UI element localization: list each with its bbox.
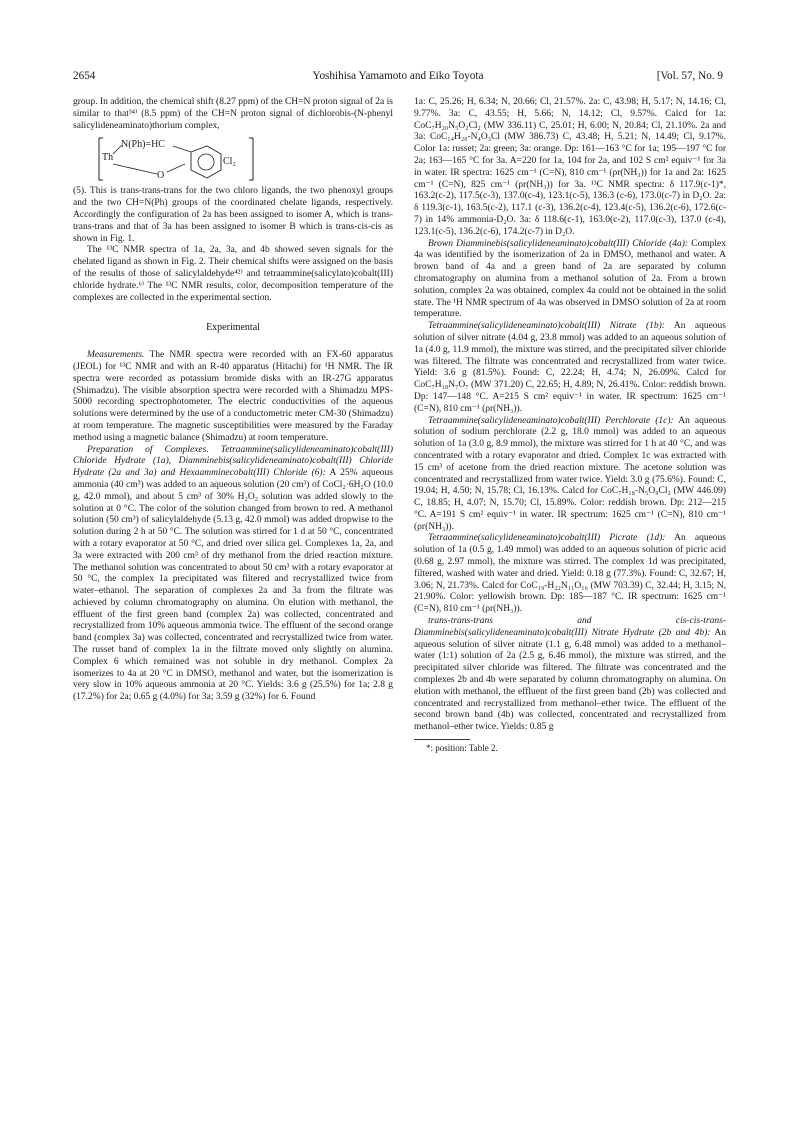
struct-cl-label: Cl₂	[223, 156, 236, 168]
running-authors: Yoshihisa Yamamoto and Eiko Toyota	[312, 70, 484, 82]
running-header	[73, 70, 723, 86]
paragraph	[414, 533, 726, 616]
right-column	[414, 97, 726, 755]
paragraph	[414, 416, 726, 534]
paragraph	[414, 321, 726, 415]
run-in-title: Tetraammine(salicylideneaminato)cobalt(III) Picrate (1d):	[428, 533, 666, 544]
paragraph: (5). This is trans-trans-trans for the two chloro ligands, the two phenoxyl groups and the two CH=N(Ph) groups of the coordinated chelate ligands, respectively. Accordingly the configuration of 2a has been assigned to isomer A, which is trans-trans-trans and that of 3a has been assigned to isomer B which is trans-cis-cis as shown in Fig. 1.	[73, 186, 393, 244]
paragraph	[73, 350, 393, 444]
paragraph-body: A 25% aqueous ammonia (40 cm³) was added to an aqueous solution (20 cm³) of CoCl₂·6H₂O (10.0 g, 42.0 mmol), and about 5 cm³ of 30% H₂O₂ solution was added slowly to the solution at 0 °C. The color of the solution changed from brown to red. A methanol solution (50 cm³) of salicylaldehyde (5.13 g, 42.0 mmol) was added dropwise to the solution during 2 h at 50 °C. The solution was stirred for 1 d at 50 °C, concentrated with a rotary evaporator at 50 °C, and dried over silica gel. Complexes 1a, 2a, and 3a were extracted with 200 cm³ of dry methanol from the dried reaction mixture. The methanol solution was concentrated to about 50 cm³ with a rotary evaporator at 50 °C, the complex 1a precipitated was filtered and recrystallized twice from water–ethanol. The separation of complexes 2a and 3a from the filtrate was achieved by column chromatography on alumina. On elution with methanol, the effluent of the first green band (complex 2a) was collected, concentrated and recrystallized from 10% aqueous ammonia twice. The effluent of the second orange band (complex 3a) was collected, concentrated and recrystallized twice from water. The russet band of complex 1a in the filtrate moved only slightly on alumina. Complex 6 which remained was not soluble in dry methanol. Complex 2a isomerizes to 4a at 20 °C in DMSO, methanol and water, but the isomerization is very slow in 10% aqueous ammonia at 20 °C. Yields: 3.6 g (25.5%) for 1a; 2.8 g (17.2%) for 2a; 0.65 g (4.0%) for 3a; 3.59 g (32%) for 6. Found	[73, 468, 393, 703]
section-heading: Experimental	[206, 322, 260, 334]
page-number: 2654	[73, 70, 96, 82]
paragraph-body: Complex 4a was identified by the isomerization of 2a in DMSO, methanol and water. A brown band of 4a and a green band of 2a are separated by column chromatography on alumina from a methanol solution of 2a. From a brown solution, complex 2a was obtained, complex 4a could not be obtained in the solid state. The ¹H NMR spectrum of 4a was observed in DMSO solution of 2a at room temperature.	[414, 238, 726, 320]
paragraph-body: An aqueous solution of silver nitrate (4.04 g, 23.8 mmol) was added to an aqueous solution of 1a (4.0 g, 11.9 mmol), the mixture was stirred, and the precipitated silver chloride was filtered. The filtrate was concentrated and recrystallized from water twice. Yield: 3.6 g (81.5%). Found: C, 22.24; H, 4.74; N, 26.09%. Calcd for CoC₇H₁₈N₇O₇ (MW 371.20) C, 22.65; H, 4.89; N, 26.41%. Color: reddish brown. Dp: 147—148 °C. A=215 S cm² equiv⁻¹ in water. IR spectrum: 1625 cm⁻¹ (C=N), 810 cm⁻¹ (ρr(NH₃)).	[414, 321, 726, 414]
footnote: *: position: Table 2.	[426, 743, 498, 754]
paragraph: group. In addition, the chemical shift (8.27 ppm) of the CH=N proton signal of 2a is similar to that³⁴⁾ (8.5 ppm) of the CH=N proton signal of dichlorobis-(N-phenyl salicylideneaminato)thorium complex,	[73, 97, 393, 131]
paragraph-body: An aqueous solution of sodium perchlorate (2.2 g, 18.0 mmol) was added to an aqueous solution of 1a (3.0 g, 8.9 mmol), the mixture was stirred for 1 h at 40 °C, and was concentrated with a rotary evaporator and dried. Complex 1c was extracted with 15 cm³ of acetone from the dried reaction mixture. The acetone solution was concentrated and recrystallized from water twice. Yield: 3.0 g (75.6%). Found: C, 19.04; H, 4.50; N, 15.78; Cl, 16.13%. Calcd for CoC₇H₁₈-N₅O₉Cl₂ (MW 446.09) C, 18.85; H, 4.07; N, 15.70; Cl, 15.89%. Color: reddish brown. Dp: 212—215 °C. A=191 S cm² equiv⁻¹ in water. IR spectrum: 1625 cm⁻¹ (C=N), 810 cm⁻¹ (ρr(NH₃)).	[414, 415, 726, 532]
paragraph-body: An aqueous solution of 1a (0.5 g, 1.49 mmol) was added to an aqueous solution of picric acid (0.68 g, 2.97 mmol), the mixture was stirred. The complex 1d was precipitated, filtered, washed with water and dried. Yield: 0.18 g (77.3%). Found: C, 32.67; H, 3.06; N, 21.73%. Calcd for CoC₁₉-H₂₂N₁₁O₁₆ (MW 703.39) C, 32.44; H, 3.15; N, 21.90%. Color: yellowish brown. Dp: 185—187 °C. IR spectrum: 1625 cm⁻¹ (C=N), 810 cm⁻¹ (ρr(NH₃)).	[414, 533, 726, 615]
paragraph-body: The NMR spectra were recorded with an FX-60 apparatus (JEOL) for ¹³C NMR and with an R-40 apparatus (Hitachi) for ¹H NMR. The IR spectra were recorded as potassium bromide disks with an IR-27G apparatus (Shimadzu). The visible absorption spectra were recorded with a Shimadzu MPS-5000 recording spectrophotometer. The electric conductivities of the aqueous solutions were determined by the use of a conductometric meter CM-30 (Shimadzu) at room temperature. The magnetic susceptibilities were measured by the Faraday method using a magnetic balance (Shimadzu) at room temperature.	[73, 350, 394, 443]
paragraph-body: An aqueous solution of silver nitrate (1.1 g, 6.48 mmol) was added to a methanol–water (1:1) solution of 2a (2.5 g, 6.46 mmol), the mixture was stirred, and the precipitated silver chloride was filtered. The filtrate was concentrated and the complexes 2b and 4b were separated by column chromatography on alumina. On elution with methanol, the effluent of the first green band (2b) was collected and concentrated and recrystallized from methanol–ether twice. The effluent of the second brown band (4b) was collected, concentrated and recrystallized from methanol–ether twice. Yields: 0.85 g	[414, 627, 727, 733]
volume-info: [Vol. 57, No. 9	[656, 70, 723, 82]
struct-th-label: Th	[102, 152, 114, 164]
run-in-title: Measurements.	[87, 350, 145, 361]
paragraph	[414, 616, 726, 734]
struct-o-label: O	[157, 170, 165, 182]
paragraph	[414, 239, 726, 322]
run-in-title: Tetraammine(salicylideneaminato)cobalt(III) Perchlorate (1c):	[428, 415, 674, 426]
thorium-complex-structure	[73, 134, 393, 184]
run-in-title: Tetraammine(salicylideneaminato)cobalt(III) Nitrate (1b):	[428, 321, 665, 332]
paragraph: The ¹³C NMR spectra of 1a, 2a, 3a, and 4b showed seven signals for the chelated ligand as shown in Fig. 2. Their chemical shifts were assigned on the basis of the results of those of salicylaldehyde⁴²⁾ and tetraammine(salicylato)cobalt(III) chloride hydrate.⁶⁾ The ¹³C NMR results, color, decomposition temperature of the complexes are collected in the experimental section.	[73, 245, 393, 303]
run-in-title: trans-trans-trans and cis-cis-trans-Diamminebis(salicylideneaminato)cobalt(III) Nitrate Hydrate (2b and 4b):	[414, 616, 726, 638]
run-in-title: Preparation of Complexes. Tetraammine(salicylideneaminato)cobalt(III) Chloride Hydrate (1a), Diamminebis(salicylideneaminato)cobalt(III) Chloride Hydrate (2a and 3a) and Hexaamminecobalt(III) Chloride (6):	[73, 444, 393, 479]
paragraph: 1a: C, 25.26; H, 6.34; N, 20.66; Cl, 21.57%. 2a: C, 43.98; H, 5.17; N, 14.16; Cl, 9.77%. 3a: C, 43.55; H, 5.66; N, 14.12; Cl, 9.57%. Calcd for 1a: CoC₇H₂₀N₅O₂Cl₂ (MW 336.11) C, 25.01; H, 6.00; N, 20.84; Cl, 21.10%. 2a and 3a: CoC₁₄H₂₀-N₄O₃Cl (MW 386.73) C, 43.48; H, 5.21; N, 14.49; Cl, 9.17%. Color 1a: russet; 2a: green; 3a: orange. Dp: 161—163 °C for 1a; 195—197 °C for 2a; 163—165 °C for 3a. A=220 for 1a, 104 for 2a, and 102 S cm² equiv⁻¹ for 3a in water. IR spectra: 1625 cm⁻¹ (C=N), 810 cm⁻¹ (ρr(NH₃)) for 1a and 2a: 1625 cm⁻¹ (C=N), 825 cm⁻¹ (ρr(NH₃)) for 3a. ¹³C NMR spectra: δ 117.9(c-1)*, 163.2(c-2), 117.5(c-3), 137.0(c-4), 123.1(c-5), 136.3 (c-6), 173.0(c-7) in D₂O. 2a: δ 119.3(c-1), 163.5(c-2), 117.1 (c-3), 136.2(c-4), 123.4(c-5), 136.2(c-6), 172.6(c-7) in 14% ammonia-D₂O. 3a: δ 118.6(c-1), 163.0(c-2), 117.0(c-3), 137.0 (c-4), 123.1(c-5), 136.2(c-6), 174.2(c-7) in D₂O.	[414, 97, 726, 237]
paragraph	[73, 445, 393, 705]
run-in-title: Brown Diamminebis(salicylideneaminato)cobalt(III) Chloride (4a):	[428, 238, 689, 249]
struct-top-label: N(Ph)=HC	[121, 139, 165, 151]
footnote-rule	[414, 739, 470, 740]
left-column	[73, 97, 393, 704]
